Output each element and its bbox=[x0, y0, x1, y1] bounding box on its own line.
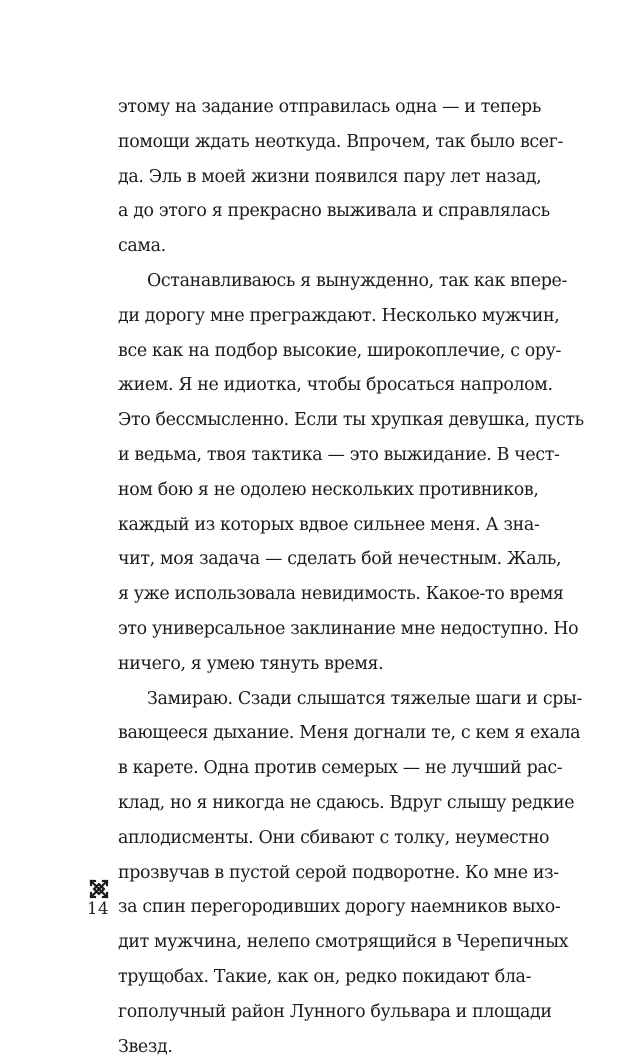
text-line: каждый из которых вдвое сильнее меня. А зна- bbox=[118, 514, 540, 535]
text-line: вающееся дыхание. Меня догнали те, с кем я ехала bbox=[118, 723, 581, 744]
text-line: жием. Я не идиотка, чтобы бросаться напролом. bbox=[118, 375, 553, 396]
page-number: 14 bbox=[87, 899, 109, 918]
text-line: этому на задание отправилась одна — и теперь bbox=[118, 97, 541, 117]
text-line: ди дорогу мне преграждают. Несколько мужчин, bbox=[118, 305, 560, 326]
text-line: ничего, я умею тянуть время. bbox=[118, 653, 384, 674]
text-line: сама. bbox=[118, 236, 166, 257]
text-line: все как на подбор высокие, широкоплечие, с ору- bbox=[118, 340, 562, 361]
text-line: это универсальное заклинание мне недоступно. Но bbox=[118, 618, 579, 639]
text-line: Замираю. Сзади слышатся тяжелые шаги и сры- bbox=[147, 688, 583, 709]
text-line: помощи ждать неоткуда. Впрочем, так было всег- bbox=[118, 131, 564, 152]
text-line: гополучный район Лунного бульвара и площади bbox=[118, 1001, 552, 1022]
text-line: за спин перегородивших дорогу наемников выхо- bbox=[118, 897, 561, 918]
text-line: трущобах. Такие, как он, редко покидают бла- bbox=[118, 966, 532, 987]
text-line: прозвучав в пустой серой подворотне. Ко мне из- bbox=[118, 862, 559, 883]
text-line: Останавливаюсь я вынужденно, так как впере- bbox=[147, 270, 568, 291]
text-line: чит, моя задача — сделать бой нечестным. Жаль, bbox=[118, 549, 562, 570]
text-line: клад, но я никогда не сдаюсь. Вдруг слышу редкие bbox=[118, 792, 575, 813]
text-line: в карете. Одна против семерых — не лучший рас- bbox=[118, 758, 563, 779]
text-line: и ведьма, твоя тактика — это выжидание. В чест- bbox=[118, 444, 560, 465]
text-line: а до этого я прекрасно выживала и справлялась bbox=[118, 201, 550, 222]
text-line: Звезд. bbox=[118, 1036, 173, 1057]
text-line: ном бою я не одолею нескольких противников, bbox=[118, 479, 539, 500]
text-block bbox=[118, 90, 584, 1064]
text-line: дит мужчина, нелепо смотрящийся в Черепичных bbox=[118, 932, 569, 953]
text-line: да. Эль в моей жизни появился пару лет назад, bbox=[118, 166, 542, 187]
text-line: аплодисменты. Они сбивают с толку, неуместно bbox=[118, 827, 550, 848]
text-line: Это бессмысленно. Если ты хрупкая девушка, пусть bbox=[118, 410, 584, 431]
text-line: я уже использовала невидимость. Какое-то время bbox=[118, 584, 564, 605]
